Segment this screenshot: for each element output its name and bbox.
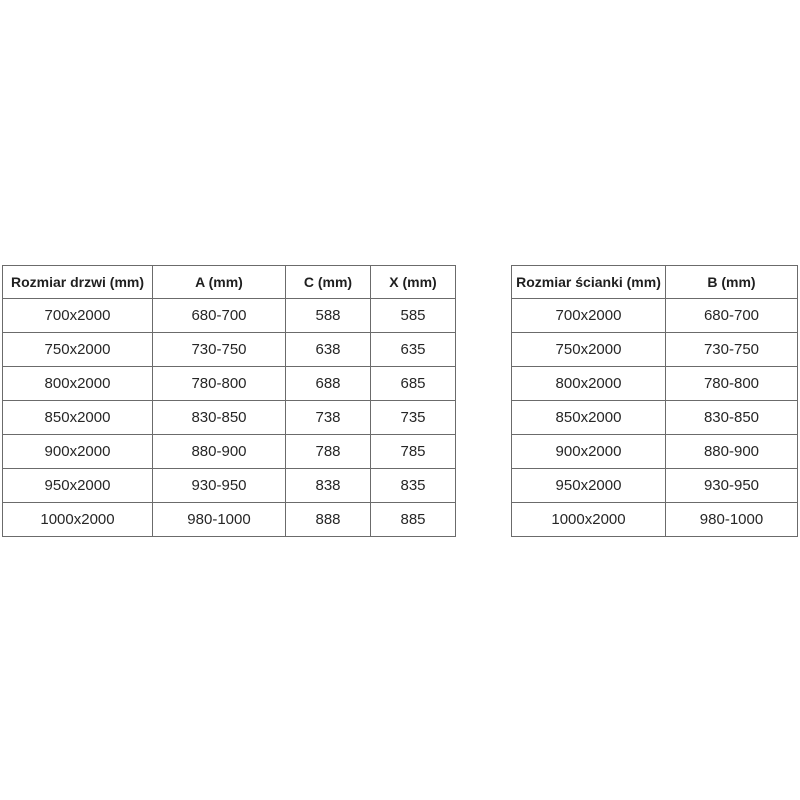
table-cell: 1000x2000 (512, 503, 666, 537)
table-row (512, 299, 798, 333)
table-row (512, 469, 798, 503)
table-cell: 788 (286, 435, 371, 469)
table-cell: 888 (286, 503, 371, 537)
door-table-header-row (3, 266, 456, 299)
table-row (512, 435, 798, 469)
table-cell: 685 (371, 367, 456, 401)
column-header-x: X (mm) (371, 266, 456, 299)
table-cell: 700x2000 (512, 299, 666, 333)
table-row (3, 469, 456, 503)
column-header-wall-size: Rozmiar ścianki (mm) (512, 266, 666, 299)
table-row (3, 503, 456, 537)
table-cell: 830-850 (153, 401, 286, 435)
table-cell: 780-800 (153, 367, 286, 401)
table-row (3, 333, 456, 367)
table-cell: 850x2000 (512, 401, 666, 435)
table-cell: 880-900 (666, 435, 798, 469)
door-sizes-table (2, 265, 456, 537)
table-cell: 838 (286, 469, 371, 503)
table-cell: 700x2000 (3, 299, 153, 333)
table-cell: 730-750 (153, 333, 286, 367)
table-cell: 930-950 (666, 469, 798, 503)
table-cell: 780-800 (666, 367, 798, 401)
column-header-b: B (mm) (666, 266, 798, 299)
table-row (512, 401, 798, 435)
table-row (3, 367, 456, 401)
table-cell: 738 (286, 401, 371, 435)
table-row (3, 299, 456, 333)
table-cell: 950x2000 (512, 469, 666, 503)
table-cell: 680-700 (153, 299, 286, 333)
table-cell: 730-750 (666, 333, 798, 367)
table-cell: 735 (371, 401, 456, 435)
table-cell: 1000x2000 (3, 503, 153, 537)
column-header-c: C (mm) (286, 266, 371, 299)
table-row (512, 333, 798, 367)
table-row (512, 367, 798, 401)
table-cell: 835 (371, 469, 456, 503)
table-cell: 585 (371, 299, 456, 333)
table-cell: 750x2000 (512, 333, 666, 367)
table-cell: 930-950 (153, 469, 286, 503)
table-cell: 900x2000 (512, 435, 666, 469)
wall-table-header-row (512, 266, 798, 299)
table-cell: 900x2000 (3, 435, 153, 469)
table-cell: 830-850 (666, 401, 798, 435)
table-cell: 800x2000 (3, 367, 153, 401)
table-row (512, 503, 798, 537)
column-header-a: A (mm) (153, 266, 286, 299)
table-cell: 880-900 (153, 435, 286, 469)
column-header-door-size: Rozmiar drzwi (mm) (3, 266, 153, 299)
table-cell: 980-1000 (153, 503, 286, 537)
table-cell: 635 (371, 333, 456, 367)
table-cell: 680-700 (666, 299, 798, 333)
table-cell: 750x2000 (3, 333, 153, 367)
table-cell: 588 (286, 299, 371, 333)
table-cell: 850x2000 (3, 401, 153, 435)
table-cell: 688 (286, 367, 371, 401)
table-cell: 950x2000 (3, 469, 153, 503)
table-row (3, 401, 456, 435)
table-row (3, 435, 456, 469)
table-cell: 638 (286, 333, 371, 367)
table-cell: 980-1000 (666, 503, 798, 537)
table-cell: 885 (371, 503, 456, 537)
table-cell: 785 (371, 435, 456, 469)
table-cell: 800x2000 (512, 367, 666, 401)
wall-sizes-table (511, 265, 798, 537)
